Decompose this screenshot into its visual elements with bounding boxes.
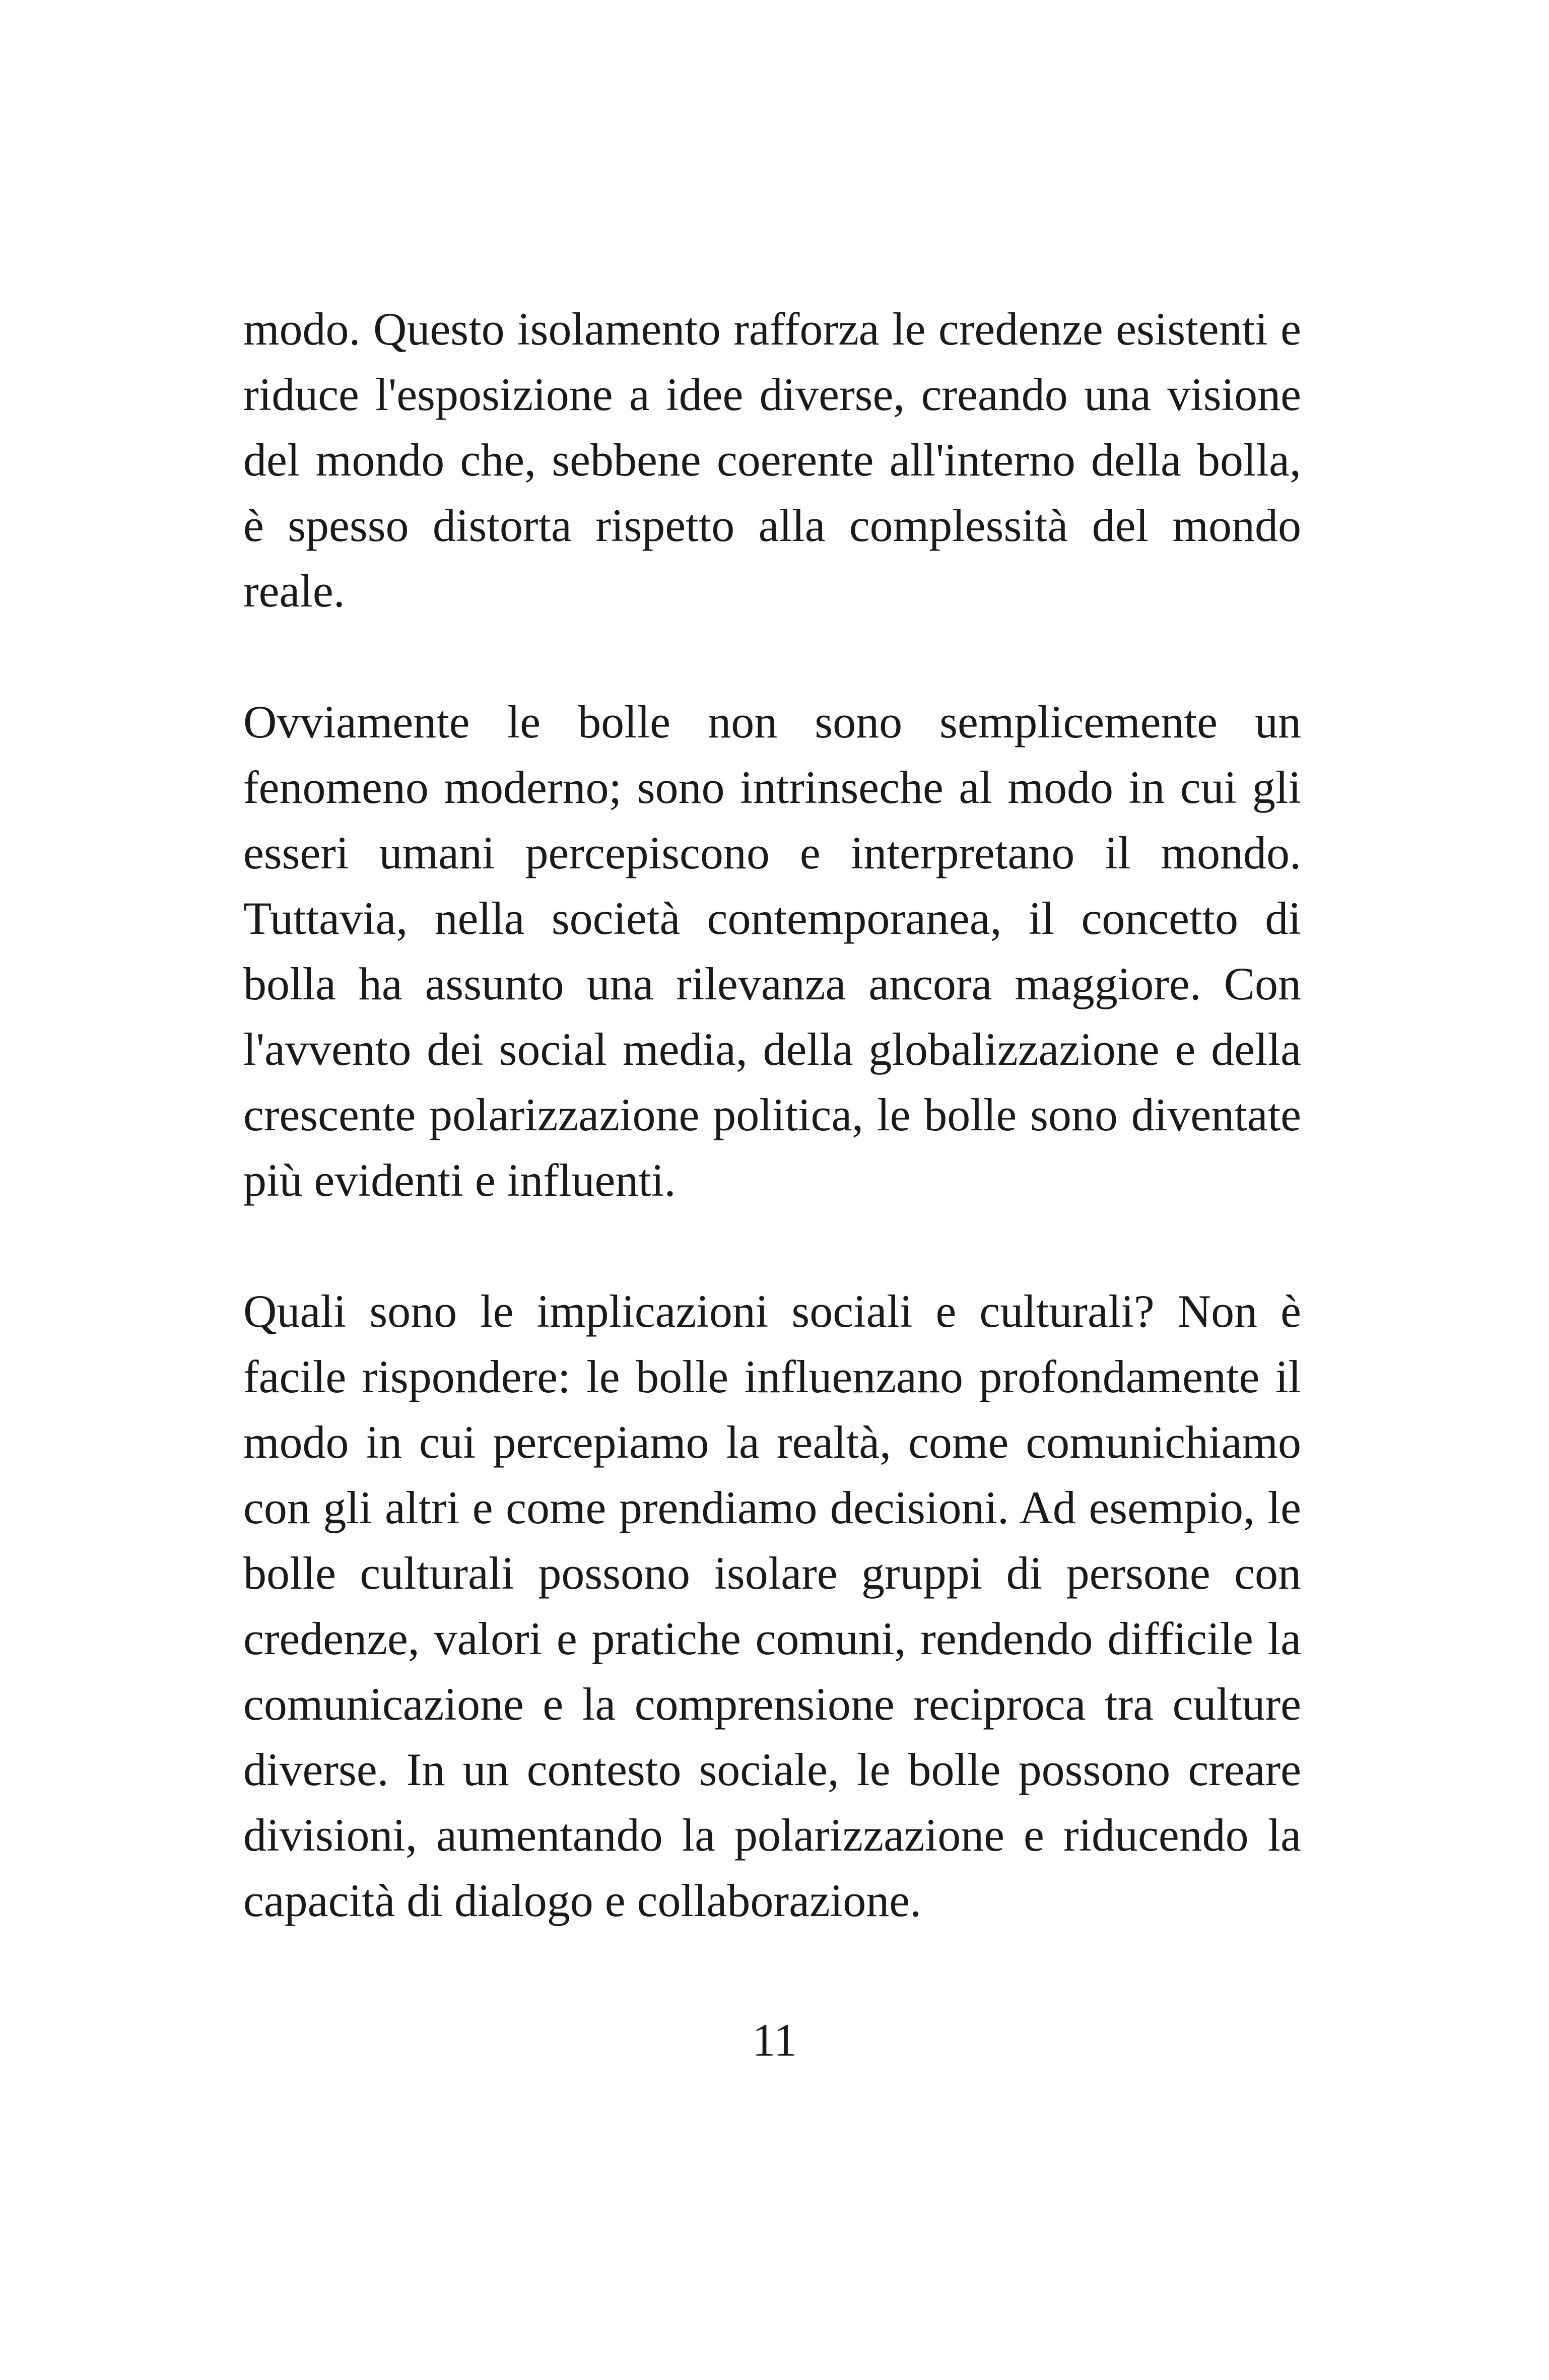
body-text xyxy=(243,296,1301,1933)
paragraph-1: modo. Questo isolamento rafforza le credenze esistenti e riduce l'esposizione a idee diverse, creando una visione del mondo che, sebbene coerente all'interno della bolla, è spesso distorta rispetto alla complessità del mondo reale. xyxy=(243,303,1301,617)
paragraph-2: Ovviamente le bolle non sono semplicemente un fenomeno moderno; sono intrinseche al modo in cui gli esseri umani percepiscono e interpretano il mondo. Tuttavia, nella società contemporanea, il concetto di bolla ha assunto una rilevanza ancora maggiore. Con l'avvento dei social media, della globalizzazione e della crescente polarizzazione politica, le bolle sono diventate più evidenti e influenti. xyxy=(243,696,1301,1206)
page-number: 11 xyxy=(752,2014,797,2066)
paragraph-3: Quali sono le implicazioni sociali e culturali? Non è facile rispondere: le bolle influenzano profondamente il modo in cui percepiamo la realtà, come comunichiamo con gli altri e come prendiamo decisioni. Ad esempio, le bolle culturali possono isolare gruppi di persone con credenze, valori e pratiche comuni, rendendo difficile la comunicazione e la comprensione reciproca tra culture diverse. In un contesto sociale, le bolle possono creare divisioni, aumentando la polarizzazione e riducendo la capacità di dialogo e collaborazione. xyxy=(243,1285,1301,1926)
